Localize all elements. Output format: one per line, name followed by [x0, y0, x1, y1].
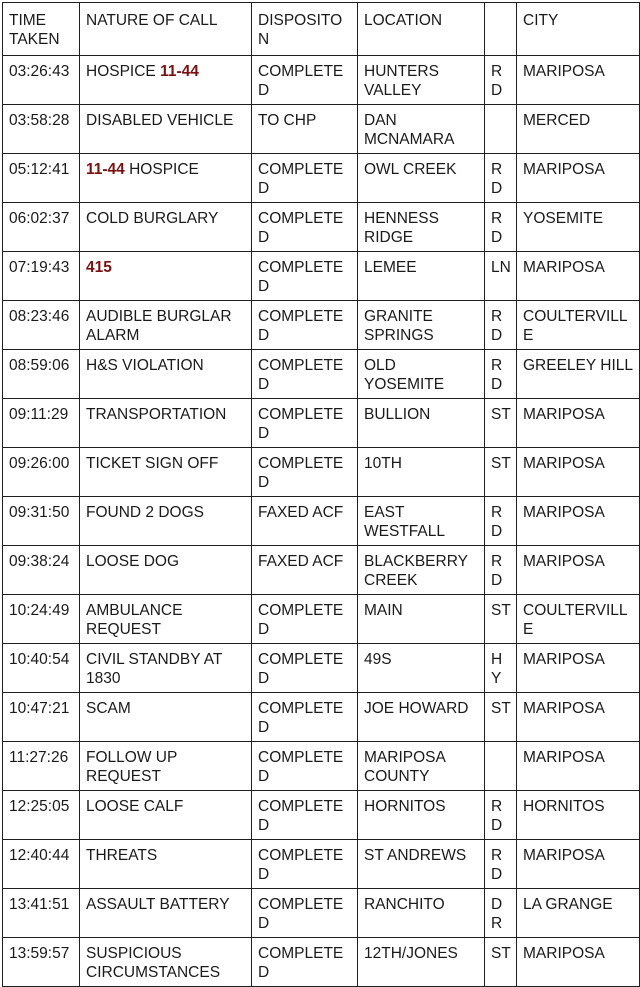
- cell-city: HORNITOS: [517, 791, 640, 840]
- cell-time: 07:19:43: [3, 252, 80, 301]
- cell-nature: [80, 938, 252, 987]
- table-row: [3, 889, 640, 938]
- cell-disposition: COMPLETED: [252, 350, 358, 399]
- nature-text: AUDIBLE BURGLAR ALARM: [86, 308, 232, 344]
- cell-city: MARIPOSA: [517, 840, 640, 889]
- table-row: [3, 742, 640, 791]
- cell-nature: [80, 154, 252, 203]
- cell-suffix: ST: [485, 448, 517, 497]
- cell-location: HORNITOS: [358, 791, 485, 840]
- cell-nature: [80, 644, 252, 693]
- cell-location: JOE HOWARD: [358, 693, 485, 742]
- cell-suffix: DR: [485, 889, 517, 938]
- cell-time: 03:58:28: [3, 105, 80, 154]
- table-body: [3, 56, 640, 987]
- column-header-city: CITY: [517, 3, 640, 56]
- cell-disposition: FAXED ACF: [252, 546, 358, 595]
- cell-disposition: COMPLETED: [252, 840, 358, 889]
- cell-city: YOSEMITE: [517, 203, 640, 252]
- cell-location: 49S: [358, 644, 485, 693]
- cell-disposition: COMPLETED: [252, 889, 358, 938]
- cell-city: COULTERVILLE: [517, 301, 640, 350]
- column-header-nature: NATURE OF CALL: [80, 3, 252, 56]
- cell-city: COULTERVILLE: [517, 595, 640, 644]
- cell-suffix: ST: [485, 399, 517, 448]
- nature-text: HOSPICE: [86, 63, 161, 80]
- cell-time: 06:02:37: [3, 203, 80, 252]
- cell-suffix: [485, 742, 517, 791]
- cell-city: MARIPOSA: [517, 56, 640, 105]
- nature-code: 11-44: [86, 161, 125, 178]
- column-header-suffix: [485, 3, 517, 56]
- table-row: [3, 840, 640, 889]
- nature-text: AMBULANCE REQUEST: [86, 602, 183, 638]
- column-header-time: TIME TAKEN: [3, 3, 80, 56]
- cell-nature: [80, 791, 252, 840]
- cell-suffix: ST: [485, 693, 517, 742]
- cell-disposition: COMPLETED: [252, 644, 358, 693]
- cell-city: MARIPOSA: [517, 252, 640, 301]
- cell-nature: [80, 203, 252, 252]
- cell-suffix: ST: [485, 595, 517, 644]
- cell-city: MERCED: [517, 105, 640, 154]
- cell-nature: [80, 350, 252, 399]
- cell-location: HUNTERS VALLEY: [358, 56, 485, 105]
- cell-location: RANCHITO: [358, 889, 485, 938]
- call-log-table: [2, 2, 640, 987]
- cell-disposition: COMPLETED: [252, 301, 358, 350]
- table-row: [3, 154, 640, 203]
- table-row: [3, 448, 640, 497]
- cell-disposition: COMPLETED: [252, 742, 358, 791]
- cell-location: 12TH/JONES: [358, 938, 485, 987]
- cell-disposition: TO CHP: [252, 105, 358, 154]
- cell-location: OWL CREEK: [358, 154, 485, 203]
- nature-text: LOOSE CALF: [86, 798, 184, 815]
- cell-time: 08:23:46: [3, 301, 80, 350]
- cell-location: EAST WESTFALL: [358, 497, 485, 546]
- table-row: [3, 644, 640, 693]
- cell-disposition: COMPLETED: [252, 154, 358, 203]
- cell-nature: [80, 56, 252, 105]
- cell-disposition: COMPLETED: [252, 203, 358, 252]
- cell-nature: [80, 693, 252, 742]
- cell-time: 03:26:43: [3, 56, 80, 105]
- table-row: [3, 301, 640, 350]
- cell-location: BULLION: [358, 399, 485, 448]
- table-row: [3, 595, 640, 644]
- cell-city: LA GRANGE: [517, 889, 640, 938]
- cell-suffix: RD: [485, 840, 517, 889]
- nature-text-after: HOSPICE: [124, 161, 199, 178]
- cell-disposition: COMPLETED: [252, 56, 358, 105]
- nature-text: LOOSE DOG: [86, 553, 180, 570]
- table-row: [3, 546, 640, 595]
- nature-code: 11-44: [160, 63, 199, 80]
- cell-nature: [80, 448, 252, 497]
- nature-text: H&S VIOLATION: [86, 357, 204, 374]
- cell-location: OLD YOSEMITE: [358, 350, 485, 399]
- cell-time: 10:47:21: [3, 693, 80, 742]
- column-header-location: LOCATION: [358, 3, 485, 56]
- cell-location: DAN MCNAMARA: [358, 105, 485, 154]
- column-header-disposition: DISPOSITON: [252, 3, 358, 56]
- cell-disposition: COMPLETED: [252, 448, 358, 497]
- nature-text: TICKET SIGN OFF: [86, 455, 219, 472]
- table-row: [3, 693, 640, 742]
- cell-time: 13:59:57: [3, 938, 80, 987]
- nature-text: TRANSPORTATION: [86, 406, 227, 423]
- cell-disposition: COMPLETED: [252, 791, 358, 840]
- nature-code: 415: [86, 259, 112, 276]
- table-row: [3, 399, 640, 448]
- cell-nature: [80, 742, 252, 791]
- nature-text: FOUND 2 DOGS: [86, 504, 204, 521]
- table-row: [3, 56, 640, 105]
- cell-city: MARIPOSA: [517, 742, 640, 791]
- cell-time: 10:24:49: [3, 595, 80, 644]
- cell-time: 09:31:50: [3, 497, 80, 546]
- nature-text: CIVIL STANDBY AT 1830: [86, 651, 223, 687]
- cell-nature: [80, 840, 252, 889]
- table-header: [3, 3, 640, 56]
- cell-location: MARIPOSA COUNTY: [358, 742, 485, 791]
- cell-time: 12:40:44: [3, 840, 80, 889]
- cell-city: GREELEY HILL: [517, 350, 640, 399]
- table-row: [3, 203, 640, 252]
- header-row: [3, 3, 640, 56]
- cell-disposition: COMPLETED: [252, 938, 358, 987]
- cell-time: 09:11:29: [3, 399, 80, 448]
- cell-nature: [80, 301, 252, 350]
- cell-suffix: RD: [485, 497, 517, 546]
- cell-nature: [80, 546, 252, 595]
- cell-suffix: ST: [485, 938, 517, 987]
- table-row: [3, 105, 640, 154]
- cell-city: MARIPOSA: [517, 448, 640, 497]
- nature-text: SCAM: [86, 700, 131, 717]
- cell-suffix: RD: [485, 56, 517, 105]
- cell-nature: [80, 399, 252, 448]
- cell-suffix: RD: [485, 546, 517, 595]
- cell-nature: [80, 252, 252, 301]
- table-row: [3, 938, 640, 987]
- cell-city: MARIPOSA: [517, 938, 640, 987]
- cell-suffix: [485, 105, 517, 154]
- cell-nature: [80, 889, 252, 938]
- cell-suffix: RD: [485, 301, 517, 350]
- cell-location: BLACKBERRY CREEK: [358, 546, 485, 595]
- cell-time: 09:26:00: [3, 448, 80, 497]
- cell-suffix: RD: [485, 350, 517, 399]
- cell-disposition: COMPLETED: [252, 252, 358, 301]
- cell-city: MARIPOSA: [517, 497, 640, 546]
- table-row: [3, 350, 640, 399]
- cell-location: HENNESS RIDGE: [358, 203, 485, 252]
- cell-nature: [80, 497, 252, 546]
- cell-time: 08:59:06: [3, 350, 80, 399]
- table-row: [3, 252, 640, 301]
- cell-city: MARIPOSA: [517, 154, 640, 203]
- cell-city: MARIPOSA: [517, 399, 640, 448]
- cell-time: 10:40:54: [3, 644, 80, 693]
- nature-text: ASSAULT BATTERY: [86, 896, 230, 913]
- cell-suffix: RD: [485, 154, 517, 203]
- cell-location: GRANITE SPRINGS: [358, 301, 485, 350]
- cell-nature: [80, 105, 252, 154]
- cell-disposition: COMPLETED: [252, 595, 358, 644]
- nature-text: FOLLOW UP REQUEST: [86, 749, 178, 785]
- cell-nature: [80, 595, 252, 644]
- cell-location: ST ANDREWS: [358, 840, 485, 889]
- cell-city: MARIPOSA: [517, 693, 640, 742]
- cell-location: LEMEE: [358, 252, 485, 301]
- cell-suffix: RD: [485, 791, 517, 840]
- nature-text: SUSPICIOUS CIRCUMSTANCES: [86, 945, 221, 981]
- cell-disposition: COMPLETED: [252, 693, 358, 742]
- cell-city: MARIPOSA: [517, 644, 640, 693]
- cell-city: MARIPOSA: [517, 546, 640, 595]
- cell-disposition: COMPLETED: [252, 399, 358, 448]
- cell-time: 11:27:26: [3, 742, 80, 791]
- cell-suffix: RD: [485, 203, 517, 252]
- nature-text: THREATS: [86, 847, 158, 864]
- table-row: [3, 497, 640, 546]
- cell-location: 10TH: [358, 448, 485, 497]
- cell-time: 09:38:24: [3, 546, 80, 595]
- cell-time: 13:41:51: [3, 889, 80, 938]
- cell-suffix: LN: [485, 252, 517, 301]
- cell-disposition: FAXED ACF: [252, 497, 358, 546]
- nature-text: COLD BURGLARY: [86, 210, 219, 227]
- cell-suffix: HY: [485, 644, 517, 693]
- nature-text: DISABLED VEHICLE: [86, 112, 234, 129]
- cell-time: 05:12:41: [3, 154, 80, 203]
- table-row: [3, 791, 640, 840]
- cell-time: 12:25:05: [3, 791, 80, 840]
- cell-location: MAIN: [358, 595, 485, 644]
